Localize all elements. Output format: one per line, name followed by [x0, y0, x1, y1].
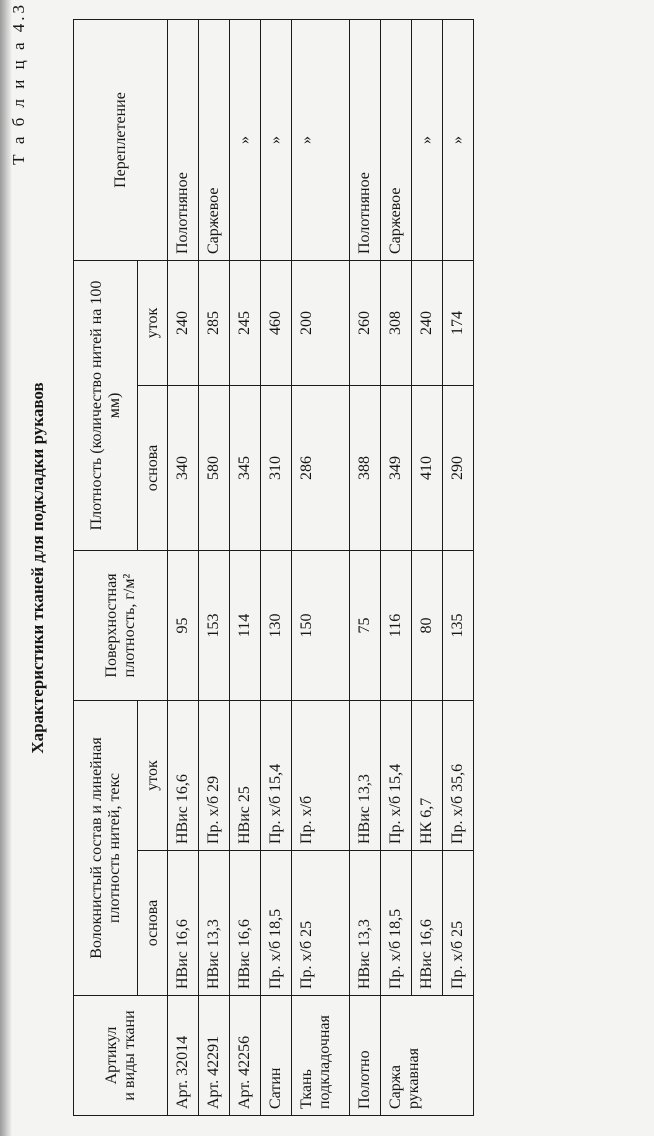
table-row	[261, 20, 292, 1116]
cell-weave: »	[230, 20, 261, 261]
cell-density-weft: 260	[350, 261, 381, 386]
cell-surface-density: 130	[261, 551, 292, 701]
cell-density-warp: 310	[261, 386, 292, 551]
cell-density-warp: 345	[230, 386, 261, 551]
cell-warp: НВис 16,6	[230, 851, 261, 996]
cell-weave: Полотняное	[168, 20, 199, 261]
cell-density-warp: 340	[168, 386, 199, 551]
cell-weft: Пр. х/б	[292, 701, 350, 851]
header-thread-density: Плотность (количество нитей на 100 мм)	[74, 261, 138, 551]
cell-article: Сатин	[261, 996, 292, 1116]
cell-warp: НВис 16,6	[412, 851, 443, 996]
cell-warp: Пр. х/б 25	[443, 851, 474, 996]
cell-density-weft: 460	[261, 261, 292, 386]
table-row	[199, 20, 230, 1116]
table-row	[350, 20, 381, 1116]
cell-article: Ткань подкладочная	[292, 996, 350, 1116]
cell-article: Арт. 32014	[168, 996, 199, 1116]
cell-density-weft: 308	[381, 261, 412, 386]
header-density-warp: основа	[138, 386, 168, 551]
cell-density-warp: 388	[350, 386, 381, 551]
cell-weft: Пр. х/б 15,4	[381, 701, 412, 851]
cell-article: Арт. 42291	[199, 996, 230, 1116]
cell-surface-density: 114	[230, 551, 261, 701]
table-row	[230, 20, 261, 1116]
table-number-label: Т а б л и ц а 4.3	[9, 2, 28, 165]
cell-density-warp: 349	[381, 386, 412, 551]
table-row	[412, 20, 443, 1116]
cell-surface-density: 150	[292, 551, 350, 701]
header-composition-weft: уток	[138, 701, 168, 851]
cell-density-weft: 174	[443, 261, 474, 386]
cell-density-weft: 240	[412, 261, 443, 386]
cell-weave: Полотняное	[350, 20, 381, 261]
cell-surface-density: 153	[199, 551, 230, 701]
cell-weft: НВис 25	[230, 701, 261, 851]
cell-weave: Саржевое	[199, 20, 230, 261]
table-row	[168, 20, 199, 1116]
cell-surface-density: 135	[443, 551, 474, 701]
header-composition: Волокнистый состав и линейная плотность нитей, текс	[74, 701, 138, 996]
table-row	[292, 20, 350, 1116]
table-title: Характеристики тканей для подкладки рукавов	[28, 382, 47, 754]
cell-weave: »	[443, 20, 474, 261]
cell-surface-density: 80	[412, 551, 443, 701]
cell-weft: Пр. х/б 29	[199, 701, 230, 851]
cell-weft: НК 6,7	[412, 701, 443, 851]
table-row	[443, 20, 474, 1116]
cell-density-weft: 245	[230, 261, 261, 386]
cell-weave: Саржевое	[381, 20, 412, 261]
cell-weave: »	[292, 20, 350, 261]
cell-density-warp: 410	[412, 386, 443, 551]
cell-weft: Пр. х/б 15,4	[261, 701, 292, 851]
table-row	[381, 20, 412, 1116]
cell-article: Саржа рукавная	[381, 996, 474, 1116]
cell-weave: »	[261, 20, 292, 261]
cell-weft: НВис 16,6	[168, 701, 199, 851]
cell-density-warp: 580	[199, 386, 230, 551]
header-article: Артикул и виды ткани	[74, 996, 168, 1116]
cell-warp: НВис 16,6	[168, 851, 199, 996]
cell-warp: НВис 13,3	[199, 851, 230, 996]
cell-surface-density: 116	[381, 551, 412, 701]
cell-density-weft: 240	[168, 261, 199, 386]
cell-density-warp: 290	[443, 386, 474, 551]
cell-article: Арт. 42256	[230, 996, 261, 1116]
cell-warp: Пр. х/б 18,5	[261, 851, 292, 996]
cell-surface-density: 75	[350, 551, 381, 701]
cell-weave: »	[412, 20, 443, 261]
header-weave: Переплетение	[74, 20, 168, 261]
cell-density-warp: 286	[292, 386, 350, 551]
cell-weft: Пр. х/б 35,6	[443, 701, 474, 851]
header-density-weft: уток	[138, 261, 168, 386]
cell-warp: НВис 13,3	[350, 851, 381, 996]
header-composition-warp: основа	[138, 851, 168, 996]
cell-warp: Пр. х/б 18,5	[381, 851, 412, 996]
cell-density-weft: 285	[199, 261, 230, 386]
fabric-table	[73, 19, 474, 1116]
cell-density-weft: 200	[292, 261, 350, 386]
header-surface-density: Поверхностная плотность, г/м²	[74, 551, 168, 701]
cell-weft: НВис 13,3	[350, 701, 381, 851]
cell-article: Полотно	[350, 996, 381, 1116]
cell-warp: Пр. х/б 25	[292, 851, 350, 996]
cell-surface-density: 95	[168, 551, 199, 701]
